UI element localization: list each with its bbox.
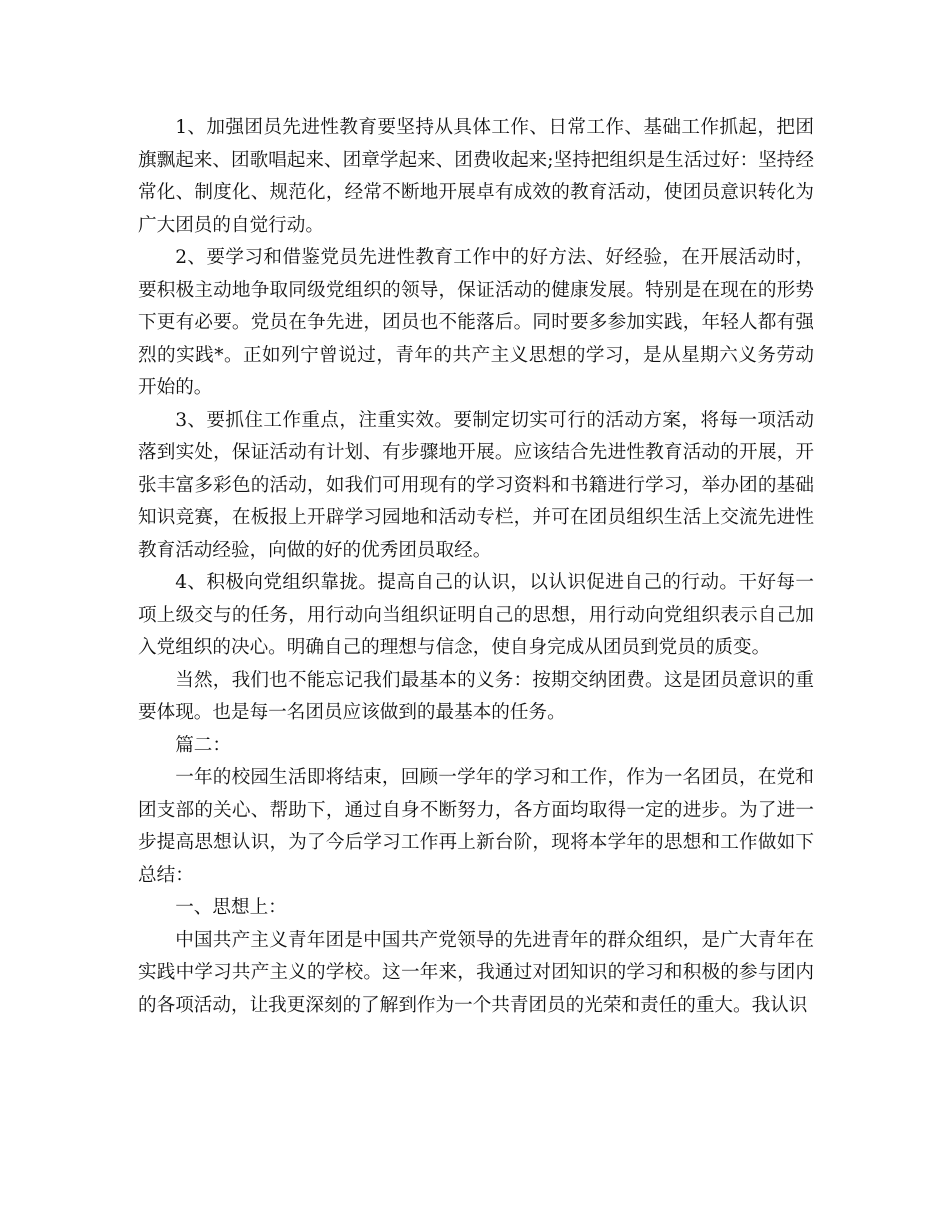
paragraph-7: 中国共产主义青年团是中国共产党领导的先进青年的群众组织，是广大青年在实践中学习共产主义的学校。这一年来，我通过对团知识的学习和积极的参与团内的各项活动，让我更深刻的了解到作为一个共青团员的光荣和责任的重大。我认识 xyxy=(138,929,814,1016)
document-body xyxy=(138,112,814,1022)
paragraph-1: 1、加强团员先进性教育要坚持从具体工作、日常工作、基础工作抓起，把团旗飘起来、团歌唱起来、团章学起来、团费收起来;坚持把组织是生活过好：坚持经常化、制度化、规范化，经常不断地开展卓有成效的教育活动，使团员意识转化为广大团员的自觉行动。 xyxy=(138,117,814,236)
paragraph-6: 一年的校园生活即将结束，回顾一学年的学习和工作，作为一名团员，在党和团支部的关心、帮助下，通过自身不断努力，各方面均取得一定的进步。为了进一步提高思想认识，为了今后学习工作再上新台阶，现将本学年的思想和工作做如下总结： xyxy=(138,767,814,886)
paragraph-2: 2、要学习和借鉴党员先进性教育工作中的好方法、好经验，在开展活动时，要积极主动地争取同级党组织的领导，保证活动的健康发展。特别是在现在的形势下更有必要。党员在争先进，团员也不能落后。同时要多参加实践，年轻人都有强烈的实践*。正如列宁曾说过，青年的共产主义思想的学习，是从星期六义务劳动开始的。 xyxy=(138,247,814,398)
paragraph-3: 3、要抓住工作重点，注重实效。要制定切实可行的活动方案，将每一项活动落到实处，保证活动有计划、有步骤地开展。应该结合先进性教育活动的开展，开张丰富多彩色的活动，如我们可用现有的学习资料和书籍进行学习，举办团的基础知识竞赛，在板报上开辟学习园地和活动专栏，并可在团员组织生活上交流先进性教育活动经验，向做的好的优秀团员取经。 xyxy=(138,409,814,561)
paragraph-5: 当然，我们也不能忘记我们最基本的义务：按期交纳团费。这是团员意识的重要体现。也是每一名团员应该做到的最基本的任务。 xyxy=(138,669,814,723)
paragraph-4: 4、积极向党组织靠拢。提高自己的认识，以认识促进自己的行动。干好每一项上级交与的任务，用行动向当组织证明自己的思想，用行动向党组织表示自己加入党组织的决心。明确自己的理想与信念，使自身完成从团员到党员的质变。 xyxy=(138,572,814,658)
section-heading-part-two: 篇二： xyxy=(175,734,231,756)
section-heading-thought: 一、思想上： xyxy=(175,897,287,918)
